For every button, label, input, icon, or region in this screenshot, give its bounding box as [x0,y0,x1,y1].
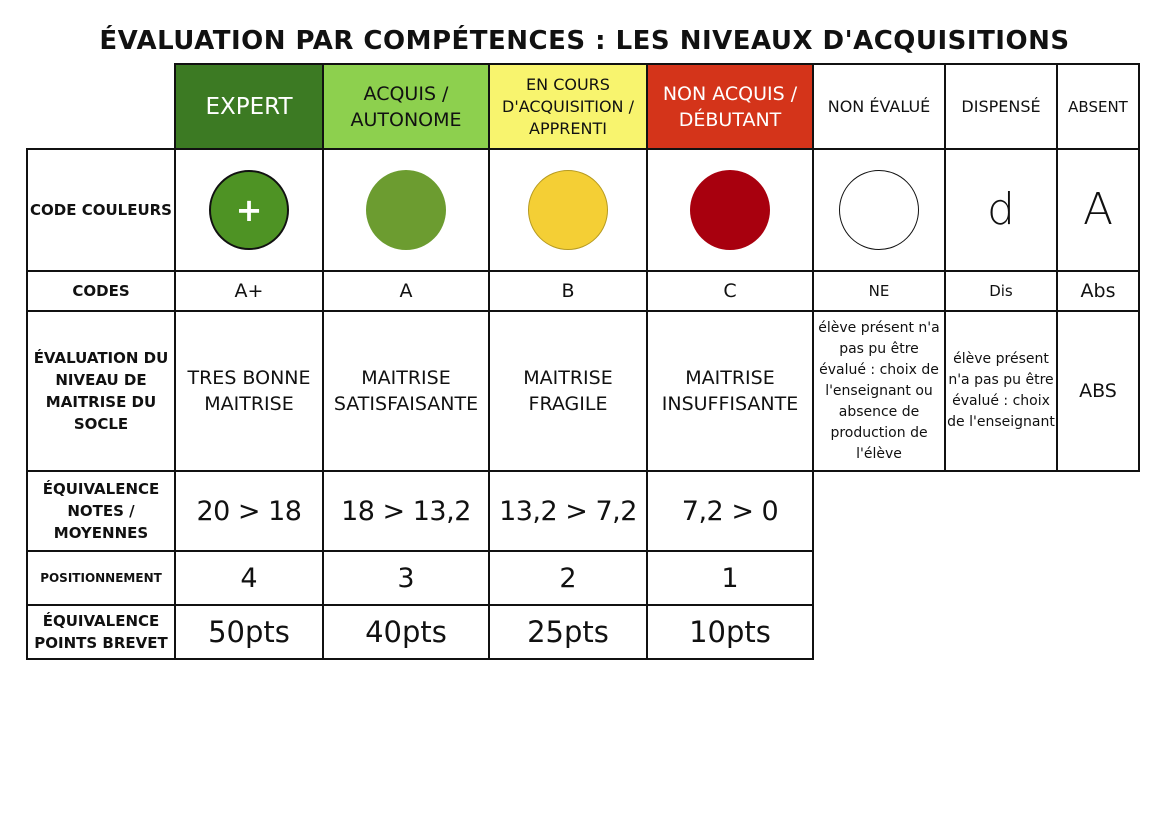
code-en-cours: B [489,271,647,311]
code-absent: Abs [1057,271,1139,311]
row-label-positionnement: POSITIONNEMENT [27,551,175,605]
corner-cell [27,64,175,149]
eval-en-cours: MAITRISE FRAGILE [489,311,647,471]
row-label-codes: CODES [27,271,175,311]
row-notes [27,471,1139,551]
red-circle-icon [690,170,770,250]
pos-acquis: 3 [323,551,489,605]
dispense-symbol: d [987,184,1015,235]
notes-expert: 20 > 18 [175,471,323,551]
row-code-couleurs [27,149,1139,271]
pts-acquis: 40pts [323,605,489,659]
plus-icon: + [235,191,263,229]
cell-color-en-cours [489,149,647,271]
code-expert: A+ [175,271,323,311]
notes-acquis: 18 > 13,2 [323,471,489,551]
col-header-absent: ABSENT [1057,64,1139,149]
light-green-circle-icon [366,170,446,250]
col-header-non-evalue: NON ÉVALUÉ [813,64,945,149]
eval-acquis: MAITRISE SATISFAISANTE [323,311,489,471]
code-acquis: A [323,271,489,311]
eval-absent: ABS [1057,311,1139,471]
empty-area [813,471,1139,659]
pts-non-acquis: 10pts [647,605,813,659]
eval-expert: TRES BONNE MAITRISE [175,311,323,471]
row-label-couleurs: CODE COULEURS [27,149,175,271]
cell-color-expert [175,149,323,271]
eval-non-evalue: élève présent n'a pas pu être évalué : choix de l'enseignant ou absence de production de l'élève [813,311,945,471]
code-non-evalue: NE [813,271,945,311]
col-header-non-acquis: NON ACQUIS / DÉBUTANT [647,64,813,149]
code-dispense: Dis [945,271,1057,311]
col-header-dispense: DISPENSÉ [945,64,1057,149]
cell-color-non-evalue [813,149,945,271]
notes-en-cours: 13,2 > 7,2 [489,471,647,551]
row-label-evaluation: ÉVALUATION DU NIVEAU DE MAITRISE DU SOCLE [27,311,175,471]
pts-en-cours: 25pts [489,605,647,659]
pts-expert: 50pts [175,605,323,659]
cell-color-acquis [323,149,489,271]
col-header-expert: EXPERT [175,64,323,149]
code-non-acquis: C [647,271,813,311]
page-title: ÉVALUATION PAR COMPÉTENCES : LES NIVEAUX D'ACQUISITIONS [99,26,1070,56]
col-header-en-cours: EN COURS D'ACQUISITION / APPRENTI [489,64,647,149]
white-circle-icon [839,170,919,250]
row-label-notes: ÉQUIVALENCE NOTES / MOYENNES [27,471,175,551]
header-row [27,64,1139,149]
row-evaluation [27,311,1139,471]
yellow-circle-icon [528,170,608,250]
row-codes [27,271,1139,311]
cell-color-non-acquis [647,149,813,271]
col-header-acquis: ACQUIS / AUTONOME [323,64,489,149]
absent-symbol: A [1082,184,1114,235]
pos-en-cours: 2 [489,551,647,605]
pos-expert: 4 [175,551,323,605]
green-plus-circle-icon [209,170,289,250]
competences-table [26,63,1140,660]
notes-non-acquis: 7,2 > 0 [647,471,813,551]
pos-non-acquis: 1 [647,551,813,605]
cell-color-dispense [945,149,1057,271]
row-label-brevet: ÉQUIVALENCE POINTS BREVET [27,605,175,659]
eval-dispense: élève présent n'a pas pu être évalué : choix de l'enseignant [945,311,1057,471]
cell-color-absent [1057,149,1139,271]
eval-non-acquis: MAITRISE INSUFFISANTE [647,311,813,471]
